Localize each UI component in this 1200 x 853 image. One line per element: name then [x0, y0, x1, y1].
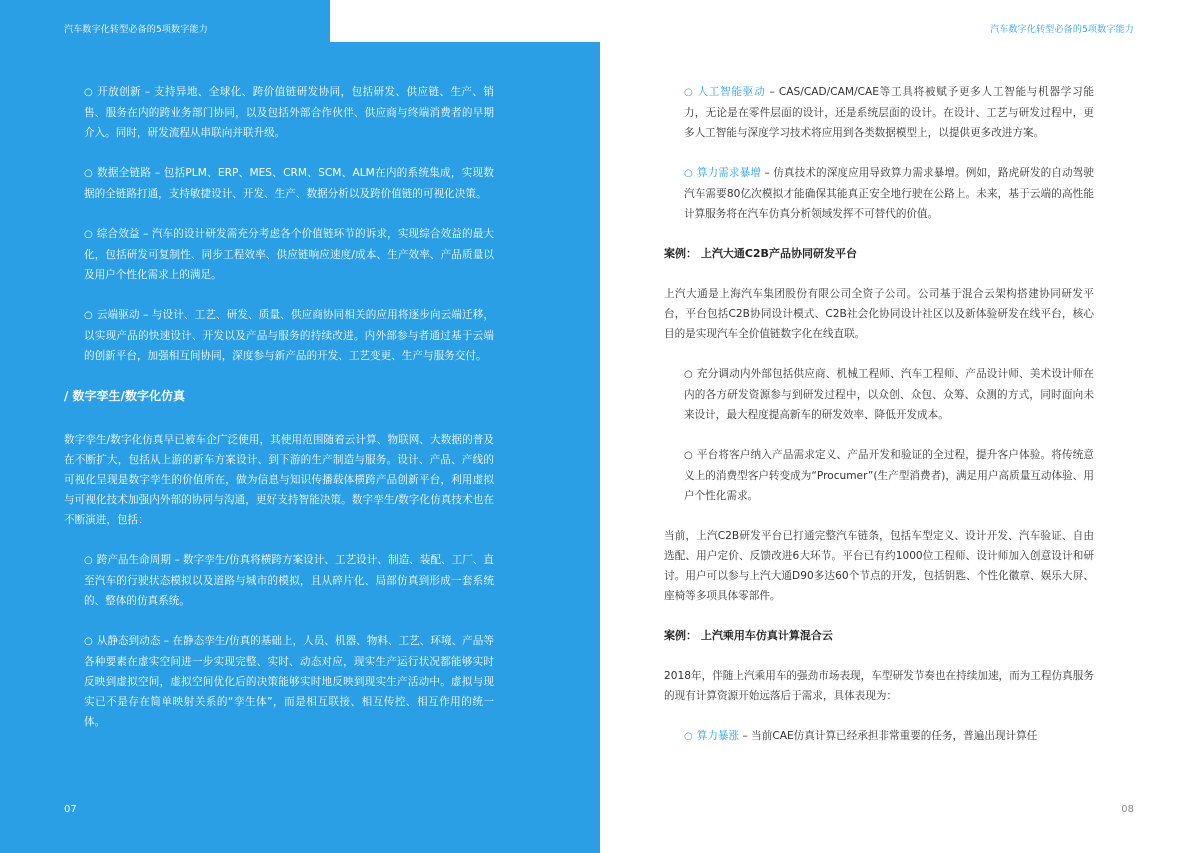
list-item — [64, 550, 494, 611]
circle-bullet-icon: ○ — [684, 731, 693, 742]
case1-item-1 — [664, 364, 1094, 425]
right-page — [600, 0, 1200, 853]
case1-intro: 上汽大通是上海汽车集团股份有限公司全资子公司。公司基于混合云架构搭建协同研发平台，平台包括C2B协同设计模式、C2B社会化协同设计社区以及新体验研发在线平台，核心目的是实现汽车全价值链数字化在线直联。 — [664, 288, 1094, 340]
list-item-dash: – — [151, 167, 164, 179]
list-item-dash: – — [139, 309, 152, 321]
list-item-title: 云端驱动 — [96, 309, 140, 321]
list-item-dash: – — [160, 635, 173, 647]
case1-item-text: 充分调动内外部包括供应商、机械工程师、汽车工程师、产品设计师、美术设计师在内的各方研发资源参与到研发过程中，以众创、众包、众筹、众测的方式，同时面向未来设计，最大程度提高新车的研发效率、降低开发成本。 — [684, 368, 1094, 421]
left-page-number: 07 — [64, 804, 77, 815]
list-item-dash: – — [761, 167, 774, 179]
right-header-title: 汽车数字化转型必备的5项数字能力 — [990, 25, 1134, 35]
list-item-text: 与设计、工艺、研发、质量、供应商协同相关的应用将逐步向云端迁移，以实现产品的快速设计、开发以及产品与服务的持续改进。内外部参与者通过基于云端的创新平台，加强相互间协同，深度参与新产品的开发、工艺变更、生产与服务交付。 — [84, 309, 494, 362]
header-tab-white — [330, 0, 600, 42]
list-item-text: 包括PLM、ERP、MES、CRM、SCM、ALM在内的系统集成，实现数据的全链路打通，支持敏捷设计、开发、生产、数据分析以及跨价值链的可视化决策。 — [84, 167, 494, 200]
left-content — [64, 82, 494, 752]
left-bottom-list — [64, 550, 494, 732]
list-item-text: 支持异地、全球化、跨价值链研发协同，包括研发、供应链、生产、销售、服务在内的跨业务部门协同，以及包括外部合作伙伴、供应商与终端消费者的早期介入。同时，研发流程从串联向并联升级。 — [84, 86, 494, 139]
list-item — [664, 163, 1094, 224]
right-top-list — [664, 82, 1094, 224]
circle-bullet-icon: ○ — [84, 310, 93, 321]
circle-bullet-icon: ○ — [84, 229, 93, 240]
case1-item-text: 平台将客户纳入产品需求定义、产品开发和验证的全过程，提升客户体验。将传统意义上的消费型客户转变成为“Procumer”(生产型消费者)，满足用户高质量互动体验、用户个性化需求。 — [684, 449, 1094, 502]
list-item-dash: – — [765, 86, 779, 98]
list-item-title: 数据全链路 — [96, 167, 152, 179]
list-item-dash: – — [170, 554, 183, 566]
section-title: / 数字孪生/数字化仿真 — [64, 389, 185, 403]
list-item — [64, 82, 494, 143]
circle-bullet-icon: ○ — [684, 369, 693, 380]
list-item-title: 从静态到动态 — [96, 635, 161, 647]
circle-bullet-icon: ○ — [84, 168, 93, 179]
list-item-title: 人工智能驱动 — [697, 86, 766, 98]
list-item-title: 开放创新 — [97, 86, 142, 98]
case1-outro: 当前，上汽C2B研发平台已打通完整汽车链条，包括车型定义、设计开发、汽车验证、自由选配、用户定价、反馈改进6大环节。平台已有约1000位工程师、设计师加入创意设计和研讨。用户可以参与上汽大通D90多达60个节点的开发，包括钥匙、个性化徽章、娱乐大屏、座椅等多项具体零部件。 — [664, 530, 1094, 602]
list-item — [64, 224, 494, 285]
case2-intro: 2018年，伴随上汽乘用车的强劲市场表现，车型研发节奏也在持续加速，而为工程仿真服务的现有计算资源开始远落后于需求，具体表现为： — [664, 670, 1094, 702]
left-header-title: 汽车数字化转型必备的5项数字能力 — [64, 25, 208, 35]
case2-item-text: 当前CAE仿真计算已经承担非常重要的任务，普遍出现计算任 — [751, 730, 1038, 742]
list-item — [64, 305, 494, 366]
list-item-dash: – — [139, 228, 152, 240]
section-intro: 数字孪生/数字化仿真早已被车企广泛使用，其使用范围随着云计算、物联网、大数据的普及在不断扩大，包括从上游的新车方案设计、到下游的生产制造与服务。设计、产品、产线的可视化呈现是数字孪生的价值所在，做为信息与知识传播载体横跨产品创新平台，利用虚拟与可视化技术加强内外部的协同与沟通，更好支持智能决策。数字孪生/数字化仿真技术也在不断演进，包括： — [64, 434, 494, 526]
case2-item-dash: – — [739, 730, 752, 742]
case1-title: 案例： 上汽大通C2B产品协同研发平台 — [664, 247, 857, 260]
list-item-text: 数字孪生/仿真将横跨方案设计、工艺设计、制造、装配、工厂、直至汽车的行驶状态模拟以及道路与城市的模拟，且从碎片化、局部仿真到形成一套系统的、整体的仿真系统。 — [84, 554, 494, 607]
list-item — [64, 631, 494, 732]
list-item-title: 综合效益 — [96, 228, 140, 240]
list-item-title: 算力需求暴增 — [696, 167, 761, 179]
case2-title: 案例： 上汽乘用车仿真计算混合云 — [664, 629, 833, 642]
circle-bullet-icon: ○ — [84, 87, 94, 98]
circle-bullet-icon: ○ — [684, 450, 693, 461]
circle-bullet-icon: ○ — [684, 87, 694, 98]
case2-item-title: 算力暴涨 — [696, 730, 740, 742]
circle-bullet-icon: ○ — [684, 168, 693, 179]
case1-item-2 — [664, 445, 1094, 506]
list-item-text: 在静态孪生/仿真的基础上，人员、机器、物料、工艺、环境、产品等各种要素在虚实空间进一步实现完整、实时、动态对应，现实生产运行状况都能够实时反映到虚拟空间，虚拟空间优化后的决策能够实时地反映到现实生产活动中。虚拟与现实已不是存在简单映射关系的“孪生体”，而是相互联接、相互传控、相互作用的统一体。 — [84, 635, 494, 728]
list-item-text: 仿真技术的深度应用导致算力需求暴增。例如，路虎研发的自动驾驶汽车需要80亿次模拟才能确保其能真正安全地行驶在公路上。未来，基于云端的高性能计算服务将在汽车仿真分析领域发挥不可替代的价值。 — [684, 167, 1094, 220]
right-content — [664, 82, 1094, 767]
list-item-title: 跨产品生命周期 — [96, 554, 171, 566]
circle-bullet-icon: ○ — [84, 555, 93, 566]
list-item — [664, 82, 1094, 143]
list-item-text: CAS/CAD/CAM/CAE等工具将被赋予更多人工智能与机器学习能力，无论是在零件层面的设计，还是系统层面的设计。在设计、工艺与研发过程中，更多人工智能与深度学习技术将应用到各类数据模型上，以提供更多改进方案。 — [684, 86, 1095, 139]
list-item-text: 汽车的设计研发需充分考虑各个价值链环节的诉求，实现综合效益的最大化，包括研发可复制性、同步工程效率、供应链响应速度/成本、生产效率、产品质量以及用户个性化需求上的满足。 — [84, 228, 494, 281]
circle-bullet-icon: ○ — [84, 636, 93, 647]
case2-item — [664, 726, 1094, 747]
right-page-number: 08 — [1121, 804, 1134, 815]
list-item — [64, 163, 494, 204]
left-top-list — [64, 82, 494, 366]
list-item-dash: – — [141, 86, 154, 98]
